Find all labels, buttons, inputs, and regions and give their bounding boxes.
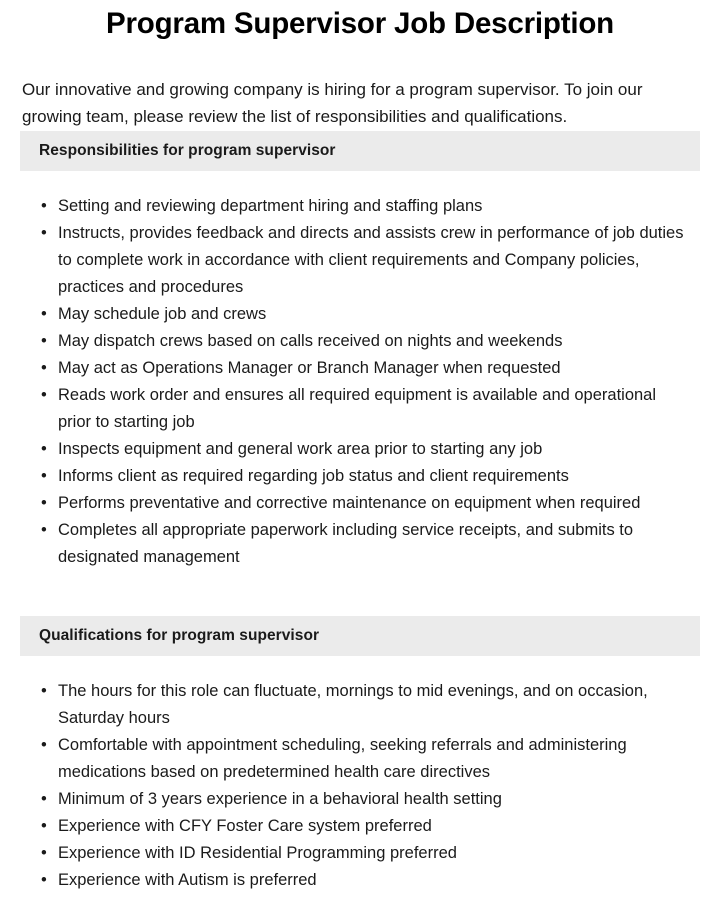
list-item (0, 463, 720, 490)
list-item-text: Informs client as required regarding job status and client requirements (58, 467, 569, 485)
bullet-dot-icon: • (41, 682, 47, 700)
bullet-dot-icon: • (41, 305, 47, 323)
list-item (0, 813, 720, 840)
list-item-text: May act as Operations Manager or Branch Manager when requested (58, 359, 561, 377)
bullet-dot-icon: • (41, 817, 47, 835)
list-item-text: Setting and reviewing department hiring and staffing plans (58, 197, 483, 215)
list-item (0, 355, 720, 382)
list-item-text: Instructs, provides feedback and directs and assists crew in performance of job duties to complete work in accordance with client requirements and Company policies, practices and procedures (58, 224, 684, 296)
list-item (0, 220, 720, 301)
list-item-text: May schedule job and crews (58, 305, 267, 323)
list-item-text: Inspects equipment and general work area prior to starting any job (58, 440, 543, 458)
bullet-dot-icon: • (41, 844, 47, 862)
list-item (0, 193, 720, 220)
list-item (0, 490, 720, 517)
list-item-text: Experience with CFY Foster Care system preferred (58, 817, 432, 835)
bullet-dot-icon: • (41, 197, 47, 215)
section-header-title: Responsibilities for program supervisor (39, 142, 336, 159)
bullet-dot-icon: • (41, 224, 47, 242)
list-item (0, 867, 720, 894)
list-item-text: Experience with ID Residential Programming preferred (58, 844, 457, 862)
section-header-responsibilities (20, 131, 700, 171)
list-item-text: Minimum of 3 years experience in a behavioral health setting (58, 790, 502, 808)
bullet-dot-icon: • (41, 467, 47, 485)
list-item (0, 301, 720, 328)
page-title: Program Supervisor Job Description (106, 7, 614, 40)
list-item-text: The hours for this role can fluctuate, mornings to mid evenings, and on occasion, Saturday hours (58, 682, 648, 727)
bullet-dot-icon: • (41, 386, 47, 404)
list-item (0, 786, 720, 813)
bullet-dot-icon: • (41, 521, 47, 539)
list-item (0, 732, 720, 786)
qualifications-list (0, 656, 720, 894)
bullet-dot-icon: • (41, 359, 47, 377)
list-item-text: Experience with Autism is preferred (58, 871, 317, 889)
list-item-text: Reads work order and ensures all required equipment is available and operational prior to starting job (58, 386, 657, 431)
list-item (0, 328, 720, 355)
responsibilities-list (0, 171, 720, 571)
list-item-text: May dispatch crews based on calls received on nights and weekends (58, 332, 563, 350)
list-item-text: Comfortable with appointment scheduling, seeking referrals and administering medications based on predetermined health care directives (58, 736, 627, 781)
bullet-dot-icon: • (41, 871, 47, 889)
section-header-title: Qualifications for program supervisor (39, 627, 320, 644)
section-responsibilities (0, 131, 720, 571)
list-item (0, 436, 720, 463)
section-qualifications (0, 616, 720, 894)
bullet-dot-icon: • (41, 332, 47, 350)
bullet-dot-icon: • (41, 790, 47, 808)
section-header-qualifications (20, 616, 700, 656)
intro-paragraph: Our innovative and growing company is hiring for a program supervisor. To join our growing team, please review the list of responsibilities and qualifications. (22, 80, 643, 126)
bullet-dot-icon: • (41, 494, 47, 512)
list-item (0, 517, 720, 571)
bullet-dot-icon: • (41, 440, 47, 458)
list-item-text: Completes all appropriate paperwork including service receipts, and submits to designated management (58, 521, 634, 566)
list-item (0, 678, 720, 732)
list-item-text: Performs preventative and corrective maintenance on equipment when required (58, 494, 641, 512)
bullet-dot-icon: • (41, 736, 47, 754)
list-item (0, 840, 720, 867)
list-item (0, 382, 720, 436)
